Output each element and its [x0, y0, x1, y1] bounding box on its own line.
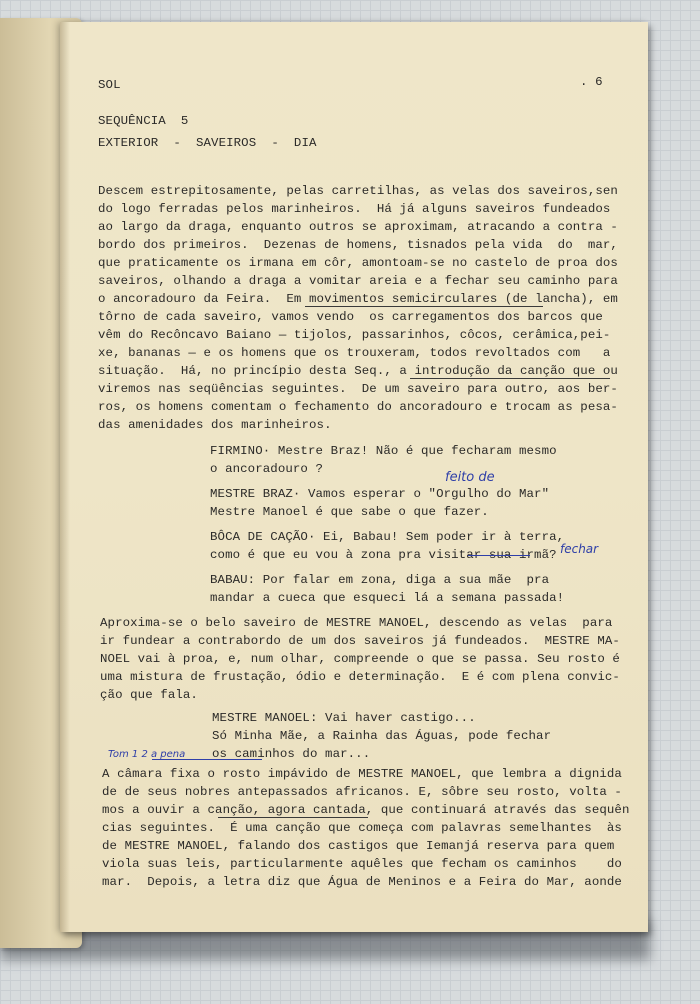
underline-movimentos	[305, 306, 543, 307]
text-line: viremos nas seqüências seguintes. De um saveiro para outro, aos ber-	[98, 382, 618, 396]
dialogue-line: os caminhos do mar...	[212, 747, 371, 761]
header-title: SOL	[98, 78, 121, 92]
dialogue-line: Mestre Manoel é que sabe o que fazer.	[210, 505, 489, 519]
text-line: tôrno de cada saveiro, vamos vendo os carregamentos dos barcos que	[98, 310, 603, 324]
text-line: de MESTRE MANOEL, falando dos castigos que Iemanjá reserva para quem	[102, 839, 615, 853]
text-line: vêm do Recôncavo Baiano — tijolos, passarinhos, côcos, cerâmica,pei-	[98, 328, 611, 342]
text-line: cias seguintes. É uma canção que começa com palavras semelhantes às	[102, 821, 622, 835]
handwritten-stroke	[152, 759, 262, 760]
underline-cancao-cantada	[218, 817, 368, 818]
text-line: uma mistura de frustação, ódio e determinação. E é com plena convic-	[100, 670, 620, 684]
text-line: ao largo da draga, enquanto outros se aproximam, atracando a contra -	[98, 220, 618, 234]
text-line: ir fundear a contrabordo de um dos saveiros já fundeados. MESTRE MA-	[100, 634, 620, 648]
dialogue-line: mandar a cueca que esqueci lá a semana passada!	[210, 591, 565, 605]
text-line: mar. Depois, a letra diz que Água de Meninos e a Feira do Mar, aonde	[102, 875, 622, 889]
text-line: o ancoradouro da Feira. Em movimentos semicirculares (de lancha), em	[98, 292, 618, 306]
text-line: das amenidades dos marinheiros.	[98, 418, 332, 432]
text-line: bordo dos primeiros. Dezenas de homens, tisnados pela vida do mar,	[98, 238, 618, 252]
text-line: Descem estrepitosamente, pelas carretilhas, as velas dos saveiros,sen	[98, 184, 618, 198]
text-line: A câmara fixa o rosto impávido de MESTRE MANOEL, que lembra a dignida	[102, 767, 622, 781]
script-page	[60, 22, 648, 932]
text-line: que praticamente os irmana em côr, amontoam-se no castelo de proa dos	[98, 256, 618, 270]
dialogue-line: BABAU: Por falar em zona, diga a sua mãe pra	[210, 573, 550, 587]
text-line: saveiros, olhando a draga a vomitar areia e a fechar seu caminho para	[98, 274, 618, 288]
dialogue-line: Só Minha Mãe, a Rainha das Águas, pode fechar	[212, 729, 552, 743]
strikethrough-sua-irma	[468, 555, 530, 556]
text-line: NOEL vai à proa, e, num olhar, compreende o que se passa. Seu rosto é	[100, 652, 620, 666]
page-spine-shading	[60, 22, 70, 932]
handwritten-note-fechar: fechar	[560, 542, 599, 556]
text-line: viola suas leis, particularmente aquêles que fecham os caminhos do	[102, 857, 622, 871]
text-line: Aproxima-se o belo saveiro de MESTRE MANOEL, descendo as velas para	[100, 616, 613, 630]
text-line: ros, os homens comentam o fechamento do ancoradouro e trocam as pesa-	[98, 400, 618, 414]
handwritten-note-left-margin: Tom 1 2 a pena	[108, 749, 186, 760]
text-line: do logo ferradas pelos marinheiros. Há já alguns saveiros fundeados	[98, 202, 611, 216]
underline-introducao	[410, 378, 610, 379]
dialogue-line: MESTRE MANOEL: Vai haver castigo...	[212, 711, 476, 725]
sequence-heading: SEQUÊNCIA 5	[98, 114, 189, 128]
dialogue-line: o ancoradouro ?	[210, 462, 324, 476]
text-line: mos a ouvir a canção, agora cantada, que continuará através das sequên	[102, 803, 630, 817]
dialogue-line: FIRMINO· Mestre Braz! Não é que fecharam mesmo	[210, 444, 557, 458]
text-line: xe, bananas — e os homens que os trouxeram, todos revoltados com a	[98, 346, 611, 360]
text-line: de de seus nobres antepassados africanos. E, sôbre seu rosto, volta -	[102, 785, 622, 799]
text-line: ção que fala.	[100, 688, 198, 702]
text-line: situação. Há, no princípio desta Seq., a introdução da canção que ou	[98, 364, 618, 378]
setting-heading: EXTERIOR - SAVEIROS - DIA	[98, 136, 317, 150]
dialogue-line: MESTRE BRAZ· Vamos esperar o "Orgulho do Mar"	[210, 487, 550, 501]
dialogue-line: como é que eu vou à zona pra visitar sua irmã?	[210, 548, 557, 562]
handwritten-note-feito-de: feito de	[445, 470, 495, 485]
dialogue-line: BÔCA DE CAÇÃO· Ei, Babau! Sem poder ir à terra,	[210, 530, 565, 544]
page-number: . 6	[580, 75, 603, 89]
